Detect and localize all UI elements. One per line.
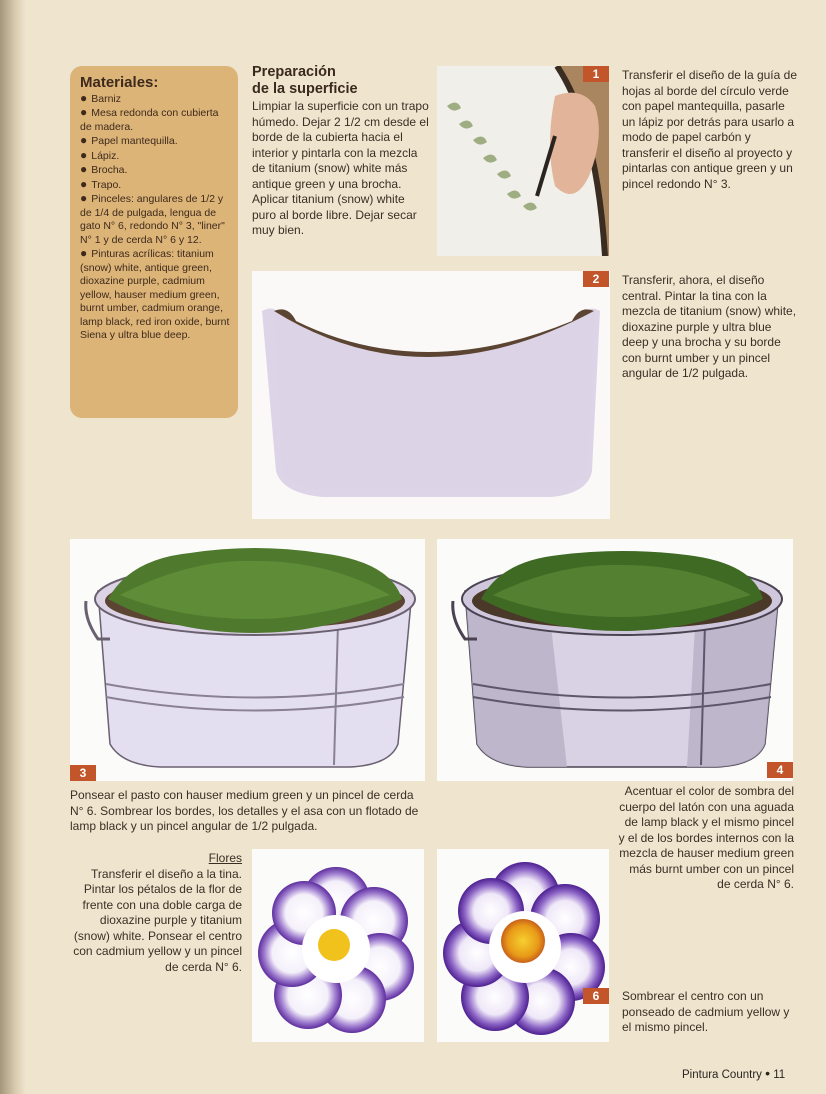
page-footer <box>682 1065 785 1081</box>
bullet-icon: ● <box>80 105 88 119</box>
tub-basecoat-illustration <box>252 271 610 519</box>
step6-photo <box>437 849 609 1042</box>
step3-photo <box>70 539 425 781</box>
flower-double-load-illustration <box>252 849 424 1042</box>
table-edge-illustration <box>437 66 609 256</box>
step5-text-block <box>70 851 242 975</box>
step2-photo <box>252 271 610 519</box>
bullet-icon: • <box>765 1065 771 1081</box>
materials-box <box>70 66 238 418</box>
materials-item: ● Trapo. <box>80 176 122 191</box>
tub-with-grass-illustration <box>70 539 425 781</box>
bullet-icon: ● <box>80 246 88 260</box>
magazine-name: Pintura Country <box>682 1069 762 1081</box>
step1-badge: 1 <box>583 66 609 82</box>
step1-text: Transferir el diseño de la guía de hojas al borde del círculo verde con papel mantequilla, pasarle un lápiz por detrás para usarlo a modo de papel carbón y transferir el diseño al proyecto y pintarlas con antique green y un pincel redondo N° 3. <box>622 68 797 191</box>
step1-photo <box>437 66 609 256</box>
bullet-icon: ● <box>80 90 88 105</box>
step6-text: Sombrear el centro con un ponseado de cadmium yellow y el mismo pincel. <box>622 989 790 1034</box>
step4-photo <box>437 539 793 781</box>
bullet-icon: ● <box>80 147 88 162</box>
materials-item: ● Brocha. <box>80 162 128 176</box>
materials-item: ● Pinceles: angulares de 1/2 y de 1/4 de pulgada, lengua de gato N° 6, redondo N° 3, "liner" N° 1 y de cerda N° 6 y 12. <box>80 191 225 246</box>
step4-badge: 4 <box>767 762 793 778</box>
materials-title: Materiales: <box>80 74 159 91</box>
step3-text: Ponsear el pasto con hauser medium green y un pincel de cerda N° 6. Sombrear los bordes, los detalles y el asa con un flotado de lamp black y un pincel angular de 1/2 pulgada. <box>70 788 419 833</box>
step3-badge: 3 <box>70 765 96 781</box>
materials-item: ● Pinturas acrílicas: titanium (snow) white, antique green, dioxazine purple, cadmium yellow, hauser medium green, burnt umber, cadmium orange, lamp black, red iron oxide, burnt Siena y ultra blue deep. <box>80 246 230 341</box>
tub-shaded-illustration <box>437 539 793 781</box>
materials-item: ● Mesa redonda con cubierta de madera. <box>80 105 219 133</box>
materials-item: ● Lápiz. <box>80 147 120 162</box>
bullet-icon: ● <box>80 176 88 191</box>
bullet-icon: ● <box>80 191 88 205</box>
page-number: 11 <box>773 1069 786 1081</box>
step6-badge: 6 <box>583 988 609 1004</box>
step5-text: Transferir el diseño a la tina. Pintar los pétalos de la flor de frente con una doble carga de dioxazine purple y titanium (snow) white. Ponsear el centro con cadmium yellow y un pincel de cerda N° 6. <box>73 866 242 974</box>
bullet-icon: ● <box>80 133 88 147</box>
bullet-icon: ● <box>80 162 88 176</box>
materials-item: ● Barniz <box>80 90 122 105</box>
page-gutter <box>0 0 26 1094</box>
step2-text: Transferir, ahora, el diseño central. Pintar la tina con la mezcla de titanium (snow) white, dioxazine purple y ultra blue deep y una brocha y su borde con burnt umber y un pincel angular de 1/2 pulgada. <box>622 273 797 380</box>
preparation-body: Limpiar la superficie con un trapo húmedo. Dejar 2 1/2 cm desde el borde de la cubierta hacia el interior y pintarla con la mezcla de titanium (snow) white más antique green y una brocha. Aplicar titanium (snow) white puro al borde libre. Dejar secar muy bien. <box>252 99 429 237</box>
preparation-title: Preparación de la superficie <box>252 64 358 97</box>
materials-item: ● Papel mantequilla. <box>80 133 178 147</box>
step5-photo <box>252 849 424 1042</box>
flower-shaded-center-illustration <box>437 849 609 1042</box>
materials-list <box>80 92 230 343</box>
step4-text: Acentuar el color de sombra del cuerpo del latón con una aguada de lamp black y el mismo pincel y el de los bordes internos con la mezcla de hauser medium green más burnt umber con un pincel de cerda N° 6. <box>618 784 794 891</box>
step2-badge: 2 <box>583 271 609 287</box>
flores-label: Flores <box>208 851 242 865</box>
